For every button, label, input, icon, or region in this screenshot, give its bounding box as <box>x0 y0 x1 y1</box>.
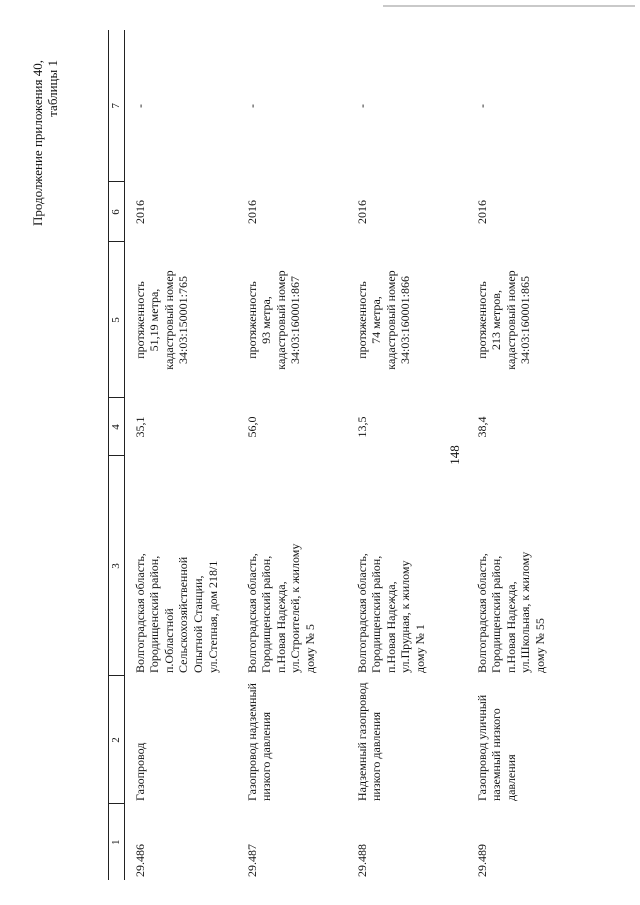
address-line: Городищенский район, <box>147 555 162 673</box>
address-line: Волгоградская область, <box>354 553 369 673</box>
description-line: 74 метра, <box>369 296 384 344</box>
col-header-6: 6 <box>109 182 125 242</box>
address-line: Городищенский район, <box>489 555 504 673</box>
description-line: 34:03:160001:865 <box>518 276 533 365</box>
object-year: 2016 <box>474 200 489 224</box>
description-line: протяженность <box>354 281 369 359</box>
address-line: Волгоградская область, <box>474 553 489 673</box>
page-number: 148 <box>447 445 462 465</box>
address-line: п.Новая Надежда, <box>503 581 518 673</box>
address-line: дому № 5 <box>302 624 317 673</box>
col-header-7: 7 <box>109 30 125 182</box>
scan-edge-line <box>383 5 635 7</box>
object-description <box>124 242 237 398</box>
address-line: Волгоградская область, <box>244 553 259 673</box>
object-name: Газопровод уличный наземный низкого давления <box>474 694 518 801</box>
object-address <box>347 456 467 676</box>
description-line: кадастровый номер <box>383 270 398 370</box>
object-year: 2016 <box>132 200 147 224</box>
object-description <box>467 242 589 398</box>
description-line: кадастровый номер <box>273 270 288 370</box>
address-line: п.Новая Надежда, <box>383 581 398 673</box>
property-table <box>108 30 589 880</box>
object-note: - <box>244 104 259 108</box>
address-line: ул.Прудная, к жилому <box>398 560 413 673</box>
description-line: протяженность <box>132 281 147 359</box>
description-line: 34:03:160001:867 <box>288 276 303 365</box>
object-description <box>347 242 467 398</box>
address-line: ул.Степная, дом 218/1 <box>205 560 220 673</box>
row-number: 29.486 <box>132 844 147 877</box>
address-line: дому № 55 <box>532 618 547 673</box>
header-row <box>109 30 125 880</box>
object-area: 56,0 <box>244 416 259 438</box>
address-line: п.Областной <box>161 608 176 673</box>
description-line: 51,19 метра, <box>147 288 162 352</box>
object-note: - <box>354 104 369 108</box>
col-header-1: 1 <box>109 804 125 880</box>
object-name: Надземный газопровод низкого давления <box>354 682 384 801</box>
col-header-2: 2 <box>109 676 125 804</box>
address-line: Городищенский район, <box>259 555 274 673</box>
object-address <box>124 456 237 676</box>
description-line: 93 метра, <box>259 296 274 344</box>
address-line: дому № 1 <box>412 624 427 673</box>
object-area: 38,4 <box>474 416 489 438</box>
object-area: 13,5 <box>354 416 369 438</box>
address-line: Городищенский район, <box>369 555 384 673</box>
col-header-4: 4 <box>109 398 125 456</box>
row-number: 29.489 <box>474 844 489 877</box>
description-line: 34:03:150001:765 <box>176 276 191 365</box>
object-note: - <box>474 104 489 108</box>
object-year: 2016 <box>244 200 259 224</box>
col-header-5: 5 <box>109 242 125 398</box>
table-row <box>124 30 237 880</box>
description-line: протяженность <box>474 281 489 359</box>
col-header-3: 3 <box>109 456 125 676</box>
description-line: 213 метров, <box>489 290 504 350</box>
object-address <box>467 456 589 676</box>
table-row <box>237 30 347 880</box>
rotated-page <box>30 30 610 880</box>
description-line: кадастровый номер <box>503 270 518 370</box>
table-row <box>467 30 589 880</box>
object-year: 2016 <box>354 200 369 224</box>
address-line: Опытной Станции, <box>190 575 205 673</box>
continuation-note <box>30 60 60 226</box>
row-number: 29.488 <box>354 844 369 877</box>
continuation-line-2: таблицы 1 <box>45 60 60 117</box>
object-name: Газопровод надземный низкого давления <box>244 683 274 801</box>
row-number: 29.487 <box>244 844 259 877</box>
object-description <box>237 242 347 398</box>
table-row <box>347 30 467 880</box>
description-line: кадастровый номер <box>161 270 176 370</box>
object-name: Газопровод <box>132 742 147 801</box>
address-line: Волгоградская область, <box>132 553 147 673</box>
description-line: 34:03:160001:866 <box>398 276 413 365</box>
object-address <box>237 456 347 676</box>
address-line: Сельскохозяйственной <box>176 556 191 673</box>
address-line: ул.Строителей, к жилому <box>288 543 303 673</box>
object-area: 35,1 <box>132 416 147 438</box>
address-line: п.Новая Надежда, <box>273 581 288 673</box>
description-line: протяженность <box>244 281 259 359</box>
continuation-line-1: Продолжение приложения 40, <box>30 60 45 227</box>
object-note: - <box>132 104 147 108</box>
address-line: ул.Школьная, к жилому <box>518 551 533 673</box>
